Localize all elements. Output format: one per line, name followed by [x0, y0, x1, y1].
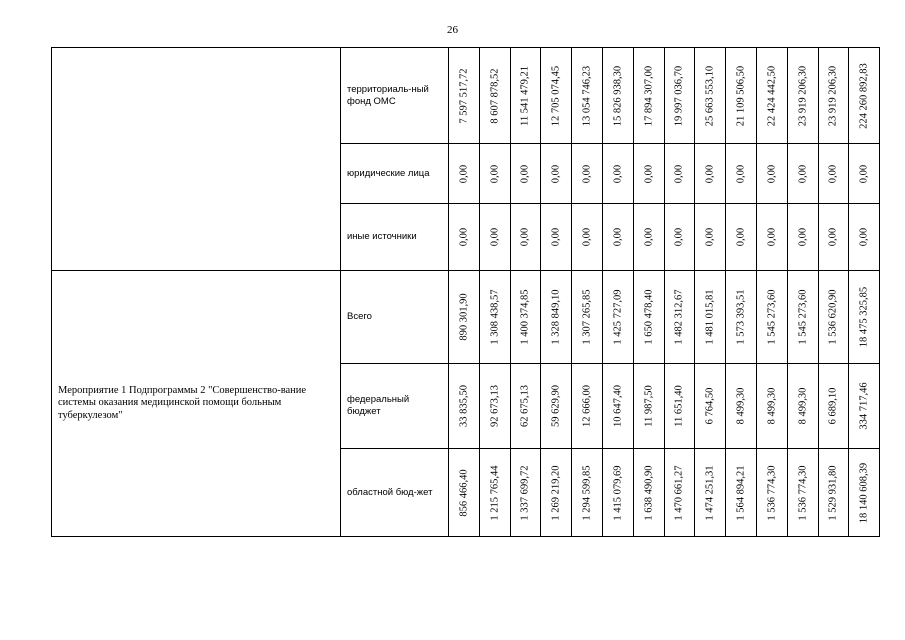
amount-value: 6 764,50 [704, 387, 716, 425]
amount-value: 0,00 [581, 164, 593, 183]
amount-value: 1 482 312,67 [673, 289, 685, 345]
amount-value: 1 650 478,40 [643, 289, 655, 345]
value-cell [818, 48, 849, 144]
amount-value: 6 689,10 [827, 387, 839, 425]
value-cell [818, 144, 849, 204]
value-cell [602, 449, 633, 537]
value-cell [572, 271, 603, 364]
value-cell [695, 48, 726, 144]
value-cell [541, 48, 572, 144]
value-cell [479, 449, 510, 537]
measure-title: Мероприятие 1 Подпрограммы 2 "Совершенство-вание системы оказания медицинской помощи больным туберкулезом" [58, 384, 307, 421]
amount-value: 0,00 [797, 164, 809, 183]
source-cell [341, 144, 449, 204]
amount-value: 0,00 [519, 227, 531, 247]
value-cell [818, 364, 849, 449]
amount-value: 1 529 931,80 [827, 464, 839, 521]
value-cell [510, 204, 541, 271]
value-cell [541, 144, 572, 204]
amount-value: 0,00 [550, 164, 562, 183]
value-cell [633, 449, 664, 537]
amount-value: 1 425 727,09 [612, 289, 624, 345]
value-cell [849, 48, 880, 144]
amount-value: 22 424 442,50 [766, 65, 778, 126]
value-cell [449, 271, 480, 364]
amount-value: 15 826 938,30 [612, 65, 624, 126]
table-row [52, 48, 880, 144]
value-cell [756, 271, 787, 364]
value-cell [787, 449, 818, 537]
amount-value: 25 663 553,10 [704, 65, 716, 126]
amount-value: 0,00 [735, 227, 747, 247]
value-cell [479, 271, 510, 364]
value-cell [541, 364, 572, 449]
value-cell [541, 449, 572, 537]
amount-value: 12 666,00 [581, 385, 593, 427]
value-cell [818, 271, 849, 364]
value-cell [849, 204, 880, 271]
amount-value: 334 717,46 [858, 382, 870, 430]
amount-value: 1 308 438,57 [489, 289, 501, 345]
value-cell [602, 271, 633, 364]
amount-value: 0,00 [827, 227, 839, 247]
value-cell [479, 204, 510, 271]
source-cell [341, 449, 449, 537]
value-cell [818, 204, 849, 271]
amount-value: 1 638 490,90 [643, 464, 655, 521]
value-cell [602, 48, 633, 144]
amount-value: 92 673,13 [489, 385, 501, 427]
amount-value: 17 894 307,00 [643, 65, 655, 126]
value-cell [787, 204, 818, 271]
value-cell [572, 364, 603, 449]
value-cell [849, 144, 880, 204]
amount-value: 890 301,90 [458, 293, 470, 341]
amount-value: 0,00 [550, 227, 562, 247]
amount-value: 1 337 699,72 [519, 464, 531, 521]
amount-value: 0,00 [766, 227, 778, 247]
amount-value: 18 475 325,85 [858, 286, 870, 348]
amount-value: 8 499,30 [766, 387, 778, 425]
source-cell [341, 271, 449, 364]
amount-value: 1 536 620,90 [827, 289, 839, 345]
value-cell [633, 48, 664, 144]
value-cell [449, 144, 480, 204]
value-cell [664, 364, 695, 449]
amount-value: 0,00 [735, 164, 747, 183]
value-cell [726, 449, 757, 537]
amount-value: 23 919 206,30 [797, 65, 809, 126]
amount-value: 0,00 [766, 164, 778, 183]
amount-value: 0,00 [458, 164, 470, 183]
value-cell [510, 144, 541, 204]
amount-value: 1 573 393,51 [735, 289, 747, 345]
value-cell [664, 449, 695, 537]
value-cell [664, 48, 695, 144]
value-cell [510, 48, 541, 144]
amount-value: 1 470 661,27 [673, 464, 685, 521]
value-cell [695, 449, 726, 537]
table-row [52, 271, 880, 364]
funding-source-label: федеральный бюджет [347, 394, 410, 417]
value-cell [449, 204, 480, 271]
amount-value: 1 400 374,85 [519, 289, 531, 345]
amount-value: 0,00 [673, 164, 685, 183]
amount-value: 0,00 [797, 227, 809, 247]
amount-value: 11 541 479,21 [519, 65, 531, 126]
value-cell [849, 364, 880, 449]
value-cell [756, 449, 787, 537]
value-cell [572, 48, 603, 144]
source-cell [341, 48, 449, 144]
amount-value: 62 675,13 [519, 385, 531, 427]
value-cell [787, 48, 818, 144]
value-cell [695, 364, 726, 449]
value-cell [695, 144, 726, 204]
value-cell [756, 144, 787, 204]
value-cell [510, 271, 541, 364]
value-cell [695, 204, 726, 271]
amount-value: 12 705 074,45 [550, 65, 562, 126]
amount-value: 0,00 [612, 227, 624, 247]
value-cell [756, 364, 787, 449]
value-cell [726, 204, 757, 271]
source-cell [341, 204, 449, 271]
value-cell [787, 364, 818, 449]
amount-value: 0,00 [581, 227, 593, 247]
value-cell [479, 364, 510, 449]
value-cell [787, 271, 818, 364]
amount-value: 0,00 [643, 164, 655, 183]
value-cell [726, 48, 757, 144]
value-cell [664, 144, 695, 204]
value-cell [541, 204, 572, 271]
value-cell [756, 48, 787, 144]
amount-value: 0,00 [858, 164, 870, 183]
amount-value: 11 987,50 [643, 385, 655, 427]
amount-value: 0,00 [827, 164, 839, 183]
value-cell [602, 364, 633, 449]
amount-value: 10 647,40 [612, 385, 624, 427]
amount-value: 8 499,30 [735, 387, 747, 425]
value-cell [849, 271, 880, 364]
amount-value: 1 536 774,30 [766, 464, 778, 521]
amount-value: 11 651,40 [673, 385, 685, 427]
value-cell [849, 449, 880, 537]
amount-value: 0,00 [673, 227, 685, 247]
value-cell [818, 449, 849, 537]
amount-value: 1 564 894,21 [735, 464, 747, 521]
amount-value: 1 545 273,60 [797, 289, 809, 345]
value-cell [726, 271, 757, 364]
amount-value: 0,00 [612, 164, 624, 183]
amount-value: 8 499,30 [797, 387, 809, 425]
value-cell [695, 271, 726, 364]
funding-source-label: юридические лица [347, 167, 430, 179]
amount-value: 0,00 [704, 164, 716, 183]
amount-value: 23 919 206,30 [827, 65, 839, 126]
funding-source-label: Всего [347, 311, 372, 322]
value-cell [510, 449, 541, 537]
value-cell [633, 144, 664, 204]
amount-value: 13 054 746,23 [581, 65, 593, 126]
value-cell [572, 449, 603, 537]
value-cell [726, 144, 757, 204]
page-number: 26 [447, 24, 458, 36]
amount-value: 1 269 219,20 [550, 464, 562, 521]
value-cell [633, 364, 664, 449]
amount-value: 1 481 015,81 [704, 289, 716, 345]
value-cell [664, 204, 695, 271]
amount-value: 1 294 599,85 [581, 464, 593, 521]
source-cell [341, 364, 449, 449]
amount-value: 18 140 608,39 [858, 462, 870, 523]
amount-value: 1 215 765,44 [489, 464, 501, 521]
value-cell [787, 144, 818, 204]
value-cell [449, 364, 480, 449]
funding-source-label: территориаль-ный фонд ОМС [347, 83, 429, 107]
value-cell [479, 48, 510, 144]
value-cell [602, 204, 633, 271]
value-cell [572, 144, 603, 204]
amount-value: 1 328 849,10 [550, 289, 562, 345]
value-cell [726, 364, 757, 449]
amount-value: 0,00 [519, 164, 531, 183]
amount-value: 224 260 892,83 [858, 62, 870, 129]
value-cell [449, 449, 480, 537]
amount-value: 1 415 079,69 [612, 464, 624, 521]
value-cell [756, 204, 787, 271]
value-cell [541, 271, 572, 364]
amount-value: 856 466,40 [458, 468, 470, 517]
value-cell [510, 364, 541, 449]
amount-value: 19 997 036,70 [673, 65, 685, 126]
amount-value: 1 536 774,30 [797, 464, 809, 521]
measure-cell-continued [52, 48, 341, 271]
amount-value: 0,00 [489, 164, 501, 183]
amount-value: 0,00 [489, 227, 501, 247]
budget-table [51, 47, 880, 537]
funding-source-label: иные источники [347, 231, 417, 242]
amount-value: 21 109 506,50 [735, 65, 747, 126]
value-cell [449, 48, 480, 144]
value-cell [633, 204, 664, 271]
amount-value: 0,00 [704, 227, 716, 247]
amount-value: 8 607 878,52 [489, 67, 501, 124]
amount-value: 0,00 [643, 227, 655, 247]
amount-value: 0,00 [458, 227, 470, 247]
measure-cell [52, 271, 341, 537]
value-cell [602, 144, 633, 204]
amount-value: 1 545 273,60 [766, 289, 778, 345]
value-cell [572, 204, 603, 271]
amount-value: 33 835,50 [458, 385, 470, 427]
amount-value: 7 597 517,72 [458, 67, 470, 124]
amount-value: 1 307 265,85 [581, 289, 593, 345]
funding-source-label: областной бюд-жет [347, 486, 433, 498]
amount-value: 1 474 251,31 [704, 464, 716, 521]
value-cell [479, 144, 510, 204]
value-cell [633, 271, 664, 364]
value-cell [664, 271, 695, 364]
amount-value: 59 629,90 [550, 385, 562, 427]
amount-value: 0,00 [858, 227, 870, 247]
